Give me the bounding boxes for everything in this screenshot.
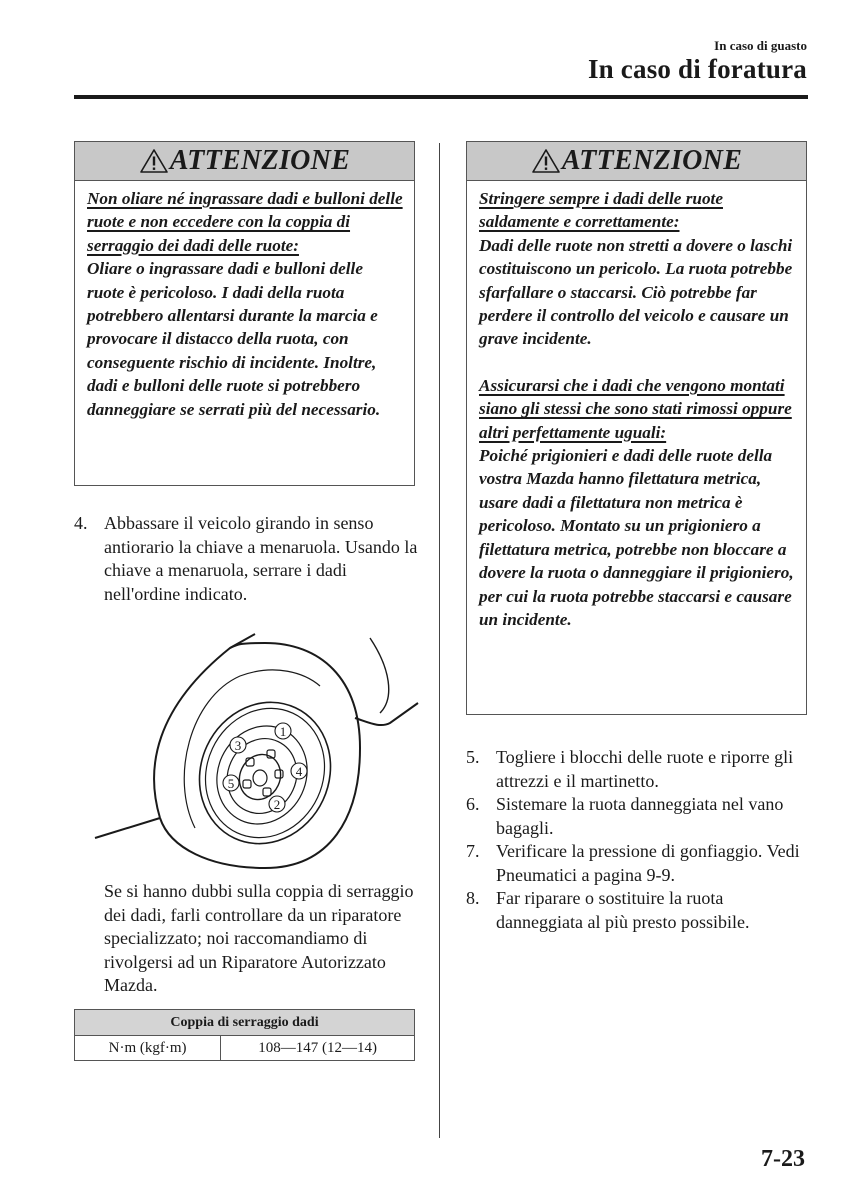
torque-table <box>74 1009 415 1061</box>
step-5 <box>466 746 811 793</box>
step-number: 8. <box>466 888 480 908</box>
nut-label-2: 2 <box>273 797 281 812</box>
torque-value: 108—147 (12—14) <box>221 1036 415 1061</box>
step-text: Sistemare la ruota danneggiata nel vano bagagli. <box>496 794 784 838</box>
step-text: Togliere i blocchi delle ruote e riporre gli attrezzi e il martinetto. <box>496 747 794 791</box>
warning-triangle-icon <box>139 148 169 174</box>
header-rule <box>74 95 808 99</box>
warning-title: ATTENZIONE <box>169 145 351 176</box>
page-title: In caso di foratura <box>587 54 807 84</box>
nut-label-3: 3 <box>234 738 242 753</box>
step-8 <box>466 887 811 934</box>
torque-table-header: Coppia di serraggio dadi <box>75 1010 415 1036</box>
warning-box-tighten-nuts <box>466 141 807 715</box>
warning-triangle-icon <box>531 148 561 174</box>
steps-list <box>466 746 811 934</box>
warning-lead: Stringere sempre i dadi delle ruote saldamente e correttamente: <box>479 189 723 232</box>
warning-box-oil-nuts <box>74 141 415 486</box>
warning-header <box>75 142 414 181</box>
step-number: 5. <box>466 747 480 767</box>
nut-label-4: 4 <box>295 764 303 779</box>
step-number: 4. <box>74 513 88 533</box>
warning-header <box>467 142 806 181</box>
warning-text: Oliare o ingrassare dadi e bulloni delle ruote è pericoloso. I dadi della ruota potrebbero allentarsi durante la marcia e provocare il distacco della ruota, con conseguente rischio di incidente. Inoltre, dadi e bulloni delle ruote si potrebbero danneggiare se serrati più del necessario. <box>87 259 381 419</box>
table-row <box>75 1036 415 1061</box>
nut-label-5: 5 <box>227 776 235 791</box>
warning-lead-2: Assicurarsi che i dadi che vengono montati siano gli stessi che sono stati rimossi oppure altri perfettamente uguali: <box>479 375 792 442</box>
step-text: Verificare la pressione di gonfiaggio. Vedi Pneumatici a pagina 9-9. <box>496 841 800 885</box>
column-divider <box>439 143 440 1138</box>
step-number: 6. <box>466 794 480 814</box>
step-text: Far riparare o sostituire la ruota danneggiata al più presto possibile. <box>496 888 750 932</box>
torque-note: Se si hanno dubbi sulla coppia di serraggio dei dadi, farli controllare da un riparatore specializzato; noi raccomandiamo di rivolgersi ad un Riparatore Autorizzato Mazda. <box>104 881 414 995</box>
step-text: Abbassare il veicolo girando in senso antiorario la chiave a menaruola. Usando la chiave a menaruola, serrare i dadi nell'ordine indicato. <box>104 513 418 604</box>
warning-lead: Non oliare né ingrassare dadi e bulloni delle ruote e non eccedere con la coppia di serraggio dei dadi delle ruote: <box>87 189 403 255</box>
nut-label-1: 1 <box>279 724 287 739</box>
section-label: In caso di guasto <box>714 38 807 53</box>
step-4 <box>74 512 419 606</box>
warning-body <box>75 181 414 429</box>
step-number: 7. <box>466 841 480 861</box>
warning-text: Dadi delle ruote non stretti a dovere o laschi costituiscono un pericolo. La ruota potrebbe sfarfallare o staccarsi. Ciò potrebbe far perdere il controllo del veicolo e causare un grave incidente. <box>479 235 793 349</box>
wheel-nut-order-illustration <box>90 628 420 873</box>
warning-body <box>467 181 806 639</box>
step-6 <box>466 793 811 840</box>
warning-text-2: Poiché prigionieri e dadi delle ruote della vostra Mazda hanno filettatura metrica, usare dadi a filettatura non metrica è pericoloso. Montato su un prigioniero a filettatura metrica, potrebbe non bloccare a dovere la ruota o danneggiare il prigioniero, per cui la ruota potrebbe staccarsi e causare un incidente. <box>479 446 794 629</box>
page-number: 7-23 <box>761 1146 805 1172</box>
step-7 <box>466 840 811 887</box>
torque-unit: N·m (kgf·m) <box>75 1036 221 1061</box>
warning-title: ATTENZIONE <box>561 145 743 176</box>
